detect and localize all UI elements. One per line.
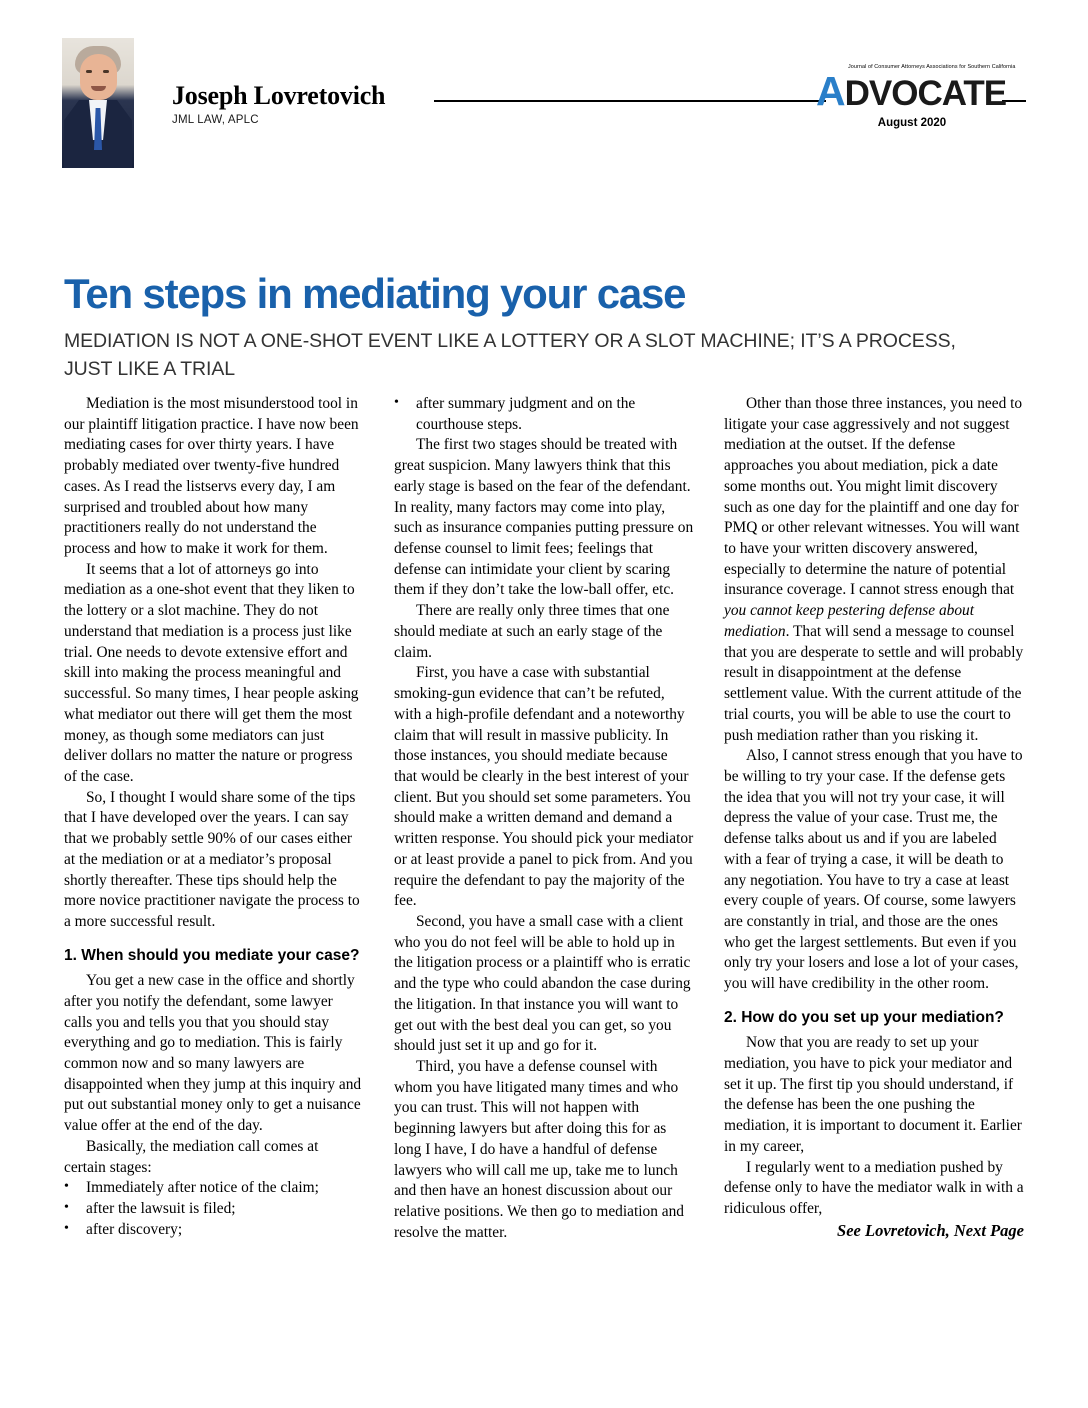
- column-3: [724, 394, 1024, 1294]
- author-firm: JML LAW, APLC: [172, 113, 259, 126]
- author-block: [172, 82, 502, 126]
- author-headshot: [62, 38, 134, 168]
- article-title: Ten steps in mediating your case: [64, 270, 686, 317]
- list-item: [64, 1199, 364, 1220]
- paragraph-emphasis: you cannot keep pestering defense about mediation: [724, 602, 975, 640]
- paragraph: I regularly went to a mediation pushed by defense only to have the mediator walk in with a ridiculous offer,: [724, 1158, 1024, 1218]
- masthead: [62, 38, 1026, 166]
- publication-name-rest: DVOCATE: [844, 74, 1007, 113]
- paragraph: Third, you have a defense counsel with whom you have litigated many times and who you can trust. This will not happen with beginning lawyers but after doing this for as long I have, I do have a handful of defense lawyers who will call me up, take me to lunch and then have an honest discussion about our relative positions. We then go to mediation and resolve the matter.: [394, 1058, 684, 1241]
- paragraph-part-b: . That will send a message to counsel that you are desperate to settle and will probably result in disappointment at the defense settlement value. With the current attitude of the trial courts, you will be able to use the court to push mediation rather than you risking it.: [724, 622, 1024, 744]
- author-name: Joseph Lovretovich: [172, 81, 386, 110]
- paragraph: First, you have a case with substantial smoking-gun evidence that can’t be refuted, with a high-profile defendant and a noteworthy claim that will result in massive publicity. In those instances, you should mediate because that would be clearly in the best interest of your client. But you should set some parameters. You should make a written demand and demand a written response. You should pick your mediator or at least provide a panel to pick from. And you require the defendant to pay the majority of the fee.: [394, 664, 694, 910]
- bullet-icon: •: [64, 1179, 69, 1195]
- article-body: [64, 394, 1026, 1294]
- section-heading-1: 1. When should you mediate your case?: [64, 946, 360, 964]
- paragraph: You get a new case in the office and shortly after you notify the defendant, some lawyer calls you and tells you that you should stay everything and go to mediation. This is fairly common now and so many lawyers are disappointed when they jump at this inquiry and put out substantial money only to get a nuisance value offer at the end of the day.: [64, 972, 362, 1135]
- publication-logo: [816, 64, 1026, 129]
- paragraph: [724, 394, 1024, 746]
- list-item: [64, 1220, 364, 1241]
- column-1: [64, 394, 364, 1294]
- paragraph: It seems that a lot of attorneys go into mediation as a one-shot event that they liken to the lottery or a slot machine. They do not understand that mediation is a process just like trial. One needs to devote extensive effort and skill into making the process meaningful and successful. So many times, I hear people asking what mediator out there will get them the most money, as though some mediators can just deliver dollars no matter the nature or progress of the case.: [64, 560, 359, 785]
- continued-reference: See Lovretovich, Next Page: [837, 1220, 1024, 1240]
- paragraph: There are really only three times that one should mediate at such an early stage of the claim.: [394, 602, 670, 661]
- headshot-eye-left: [86, 70, 92, 73]
- list-item-text: Immediately after notice of the claim;: [86, 1179, 319, 1197]
- bullet-icon: •: [64, 1220, 69, 1236]
- paragraph-part-a: Other than those three instances, you need to litigate your case aggressively and not suggest mediation at the outset. If the defense approaches you about mediation, pick a date some months out. You might limit discovery such as one day for the plaintiff and one day for PMQ or other relevant witnesses. You will want to have your written discovery answered, especially to determine the nature of potential insurance coverage. I cannot stress enough that: [724, 395, 1023, 599]
- paragraph: The first two stages should be treated with great suspicion. Many lawyers think that this early stage is based on the fear of the defendant. In reality, many factors may come into play, such as insurance companies putting pressure on defense counsel to limit fees; feelings that defense can intimidate your client by scaring them if they don’t take the low-ball offer, etc.: [394, 436, 694, 599]
- list-item: [64, 1178, 364, 1199]
- paragraph: Second, you have a small case with a client who you do not feel will be able to hold up in the litigation process or a plaintiff who is erratic and the type who could abandon the case during the litigation. In that instance you will want to get out with the best deal you can get, so you should just set it up and go for it.: [394, 912, 691, 1055]
- list-item: [394, 394, 694, 435]
- paragraph: Basically, the mediation call comes at certain stages:: [64, 1137, 319, 1176]
- headshot-face: [80, 54, 117, 100]
- list-item-text: after summary judgment and on the courthouse steps.: [416, 395, 636, 433]
- paragraph: Also, I cannot stress enough that you have to be willing to try your case. If the defense gets the idea that you will not try your case, it will depress the value of your case. Trust me, the defense talks about us and if you are labeled with a fear of trying a case, it will be death to any negotiation. You have to try a case at least every couple of years. Of course, some lawyers are constantly in trial, and those are the ones who get the largest settlements. But even if you only try your losers and lose a lot of your cases, you will have credibility in the other room.: [724, 747, 1023, 993]
- column-2: [394, 394, 694, 1294]
- publication-name-initial: A: [816, 68, 845, 114]
- list-item-text: after the lawsuit is filed;: [86, 1200, 236, 1218]
- bullet-icon: •: [64, 1200, 69, 1216]
- headshot-eye-right: [103, 70, 109, 73]
- publication-name: [816, 68, 1026, 114]
- paragraph: Now that you are ready to set up your mediation, you have to pick your mediator and set it up. The first tip you should understand, if the defense has been the one pushing the mediation, it is important to document it. Earlier in my career,: [724, 1034, 1022, 1155]
- bullet-icon: •: [394, 395, 399, 410]
- publication-tagline: Journal of Consumer Attorneys Associations for Southern California: [848, 64, 1016, 70]
- paragraph: Mediation is the most misunderstood tool in our plaintiff litigation practice. I have now been mediating cases for over thirty years. I have probably mediated over twenty-five hundred cases. As I read the listservs every day, I am surprised and troubled about how many practitioners really do not understand the process and how to make it work for them.: [64, 395, 359, 558]
- masthead-rule-left: [434, 100, 826, 102]
- section-heading-2: 2. How do you set up your mediation?: [724, 1008, 1004, 1026]
- issue-date: August 2020: [877, 116, 947, 129]
- list-item-text: after discovery;: [86, 1220, 183, 1238]
- article-subtitle: MEDIATION IS NOT A ONE-SHOT EVENT LIKE A LOTTERY OR A SLOT MACHINE; IT’S A PROCESS, JUST LIKE A TRIAL: [64, 330, 956, 380]
- paragraph: So, I thought I would share some of the tips that I have developed over the years. I can say that we probably settle 90% of our cases either at the mediation or at a mediator’s proposal shortly thereafter. These tips should help the more novice practitioner navigate the process to a more successful result.: [64, 788, 360, 930]
